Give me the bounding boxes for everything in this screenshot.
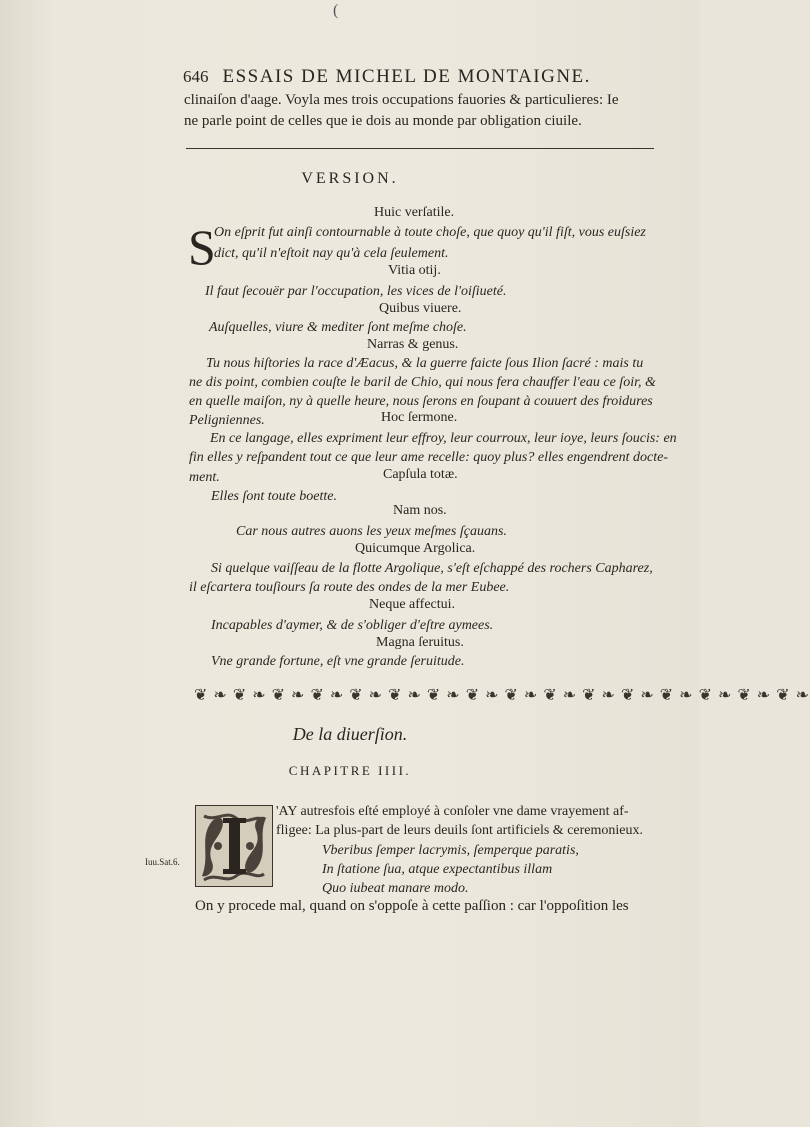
french-line-4a: Tu nous hiſtories la race d'Æacus, & la guerre faicte ſous Ilion ſacré : mais tu — [206, 356, 644, 371]
top-margin-mark: ( — [333, 2, 339, 19]
french-line-5b: fin elles y reſpandent tout ce que leur ame recelle: quoy plus? elles engendrent docte- — [189, 450, 668, 465]
french-line-4c: en quelle maiſon, ny à quelle heure, nous ſerons en ſoupant à couuert des froidures — [189, 394, 653, 409]
latin-lemma-neque: Neque affectui. — [369, 597, 456, 612]
french-line-5a: En ce langage, elles expriment leur effroy, leur courroux, leur ioye, leurs ſoucis: en — [210, 431, 677, 446]
intro-line-1: clinaiſon d'aage. Voyla mes trois occupations fauories & particulieres: Ie — [184, 92, 619, 108]
latin-lemma-vitia: Vitia otij. — [388, 263, 441, 278]
french-line-8a: Si quelque vaiſſeau de la flotte Argolique, s'eſt eſchappé des rochers Capharez, — [211, 561, 653, 576]
french-line-7: Car nous autres auons les yeux meſmes ſçauans. — [236, 524, 507, 539]
chapter-line-2: fligee: La plus-part de leurs deuils ſont artificiels & ceremonieux. — [276, 823, 643, 838]
verse-line-1: Vberibus ſemper lacrymis, ſemperque paratis, — [322, 843, 579, 858]
french-line-4b: ne dis point, combien couſte le baril de Chio, qui nous fera chauffer l'eau ce ſoir, & — [189, 375, 656, 390]
french-line-8b: il eſcartera touſiours ſa route des ondes de la mer Eubee. — [189, 580, 510, 595]
french-line-3: Auſquelles, viure & mediter ſont meſme choſe. — [209, 320, 467, 335]
chapter-last-line: On y procede mal, quand on s'oppoſe à cette paſſion : car l'oppoſition les — [195, 898, 629, 914]
version-title: VERSION. — [301, 170, 399, 187]
latin-lemma-quicumque: Quicumque Argolica. — [355, 541, 476, 556]
french-line-4d: Peligniennes. — [189, 413, 265, 428]
latin-lemma-narras: Narras & genus. — [367, 337, 459, 352]
chapter-number: CHAPITRE IIII. — [288, 763, 412, 778]
latin-lemma-huic: Huic verſatile. — [374, 205, 455, 220]
drop-cap-s: S — [188, 219, 216, 275]
drop-cap-letter: I — [233, 854, 235, 855]
running-title: ESSAIS DE MICHEL DE MONTAIGNE. — [222, 66, 591, 87]
french-line-10: Vne grande fortune, eſt vne grande ſeruitude. — [211, 654, 465, 669]
latin-lemma-magna: Magna ſeruitus. — [376, 635, 464, 650]
page-header — [183, 66, 633, 88]
verse-line-3: Quo iubeat manare modo. — [322, 881, 469, 896]
section-rule — [186, 148, 654, 149]
french-line-6: Elles ſont toute boette. — [211, 489, 337, 504]
french-line-1b: dict, qu'il n'eſtoit nay qu'à cela ſeulement. — [214, 246, 449, 261]
french-line-9: Incapables d'aymer, & de s'obliger d'eſtre aymees. — [211, 618, 494, 633]
french-line-2: Il faut ſecouër par l'occupation, les vices de l'oiſiueté. — [205, 284, 507, 299]
drop-cap-i — [195, 805, 273, 887]
latin-lemma-quibus: Quibus viuere. — [379, 301, 462, 316]
latin-lemma-hoc: Hoc ſermone. — [381, 410, 458, 425]
latin-lemma-capsula: Capſula totæ. — [383, 467, 458, 482]
verse-line-2: In ſtatione ſua, atque expectantibus illam — [322, 862, 553, 877]
ornament-band: ❦ ❧ ❦ ❧ ❦ ❧ ❦ ❧ ❦ ❧ ❦ ❧ ❦ ❧ ❦ ❧ ❦ ❧ ❦ ❧ ❦ ❧ ❦ ❧ ❦ ❧ ❦ ❧ ❦ ❧ ❦ ❧ — [194, 687, 810, 704]
chapter-line-1: 'AY autresfois eſté employé à conſoler vne dame vrayement af- — [276, 804, 629, 819]
chapter-title: De la diuerſion. — [292, 724, 408, 744]
latin-lemma-nam: Nam nos. — [393, 503, 447, 518]
intro-line-2: ne parle point de celles que ie dois au monde par obligation ciuile. — [184, 113, 582, 129]
french-line-5c: ment. — [189, 470, 220, 485]
french-line-1a: On eſprit fut ainſi contournable à toute choſe, que quoy qu'il fiſt, vous euſsiez — [214, 225, 646, 240]
margin-citation: Iuu.Sat.6. — [145, 857, 180, 867]
ornate-initial-icon — [196, 806, 272, 886]
page-number: 646 — [183, 67, 209, 86]
